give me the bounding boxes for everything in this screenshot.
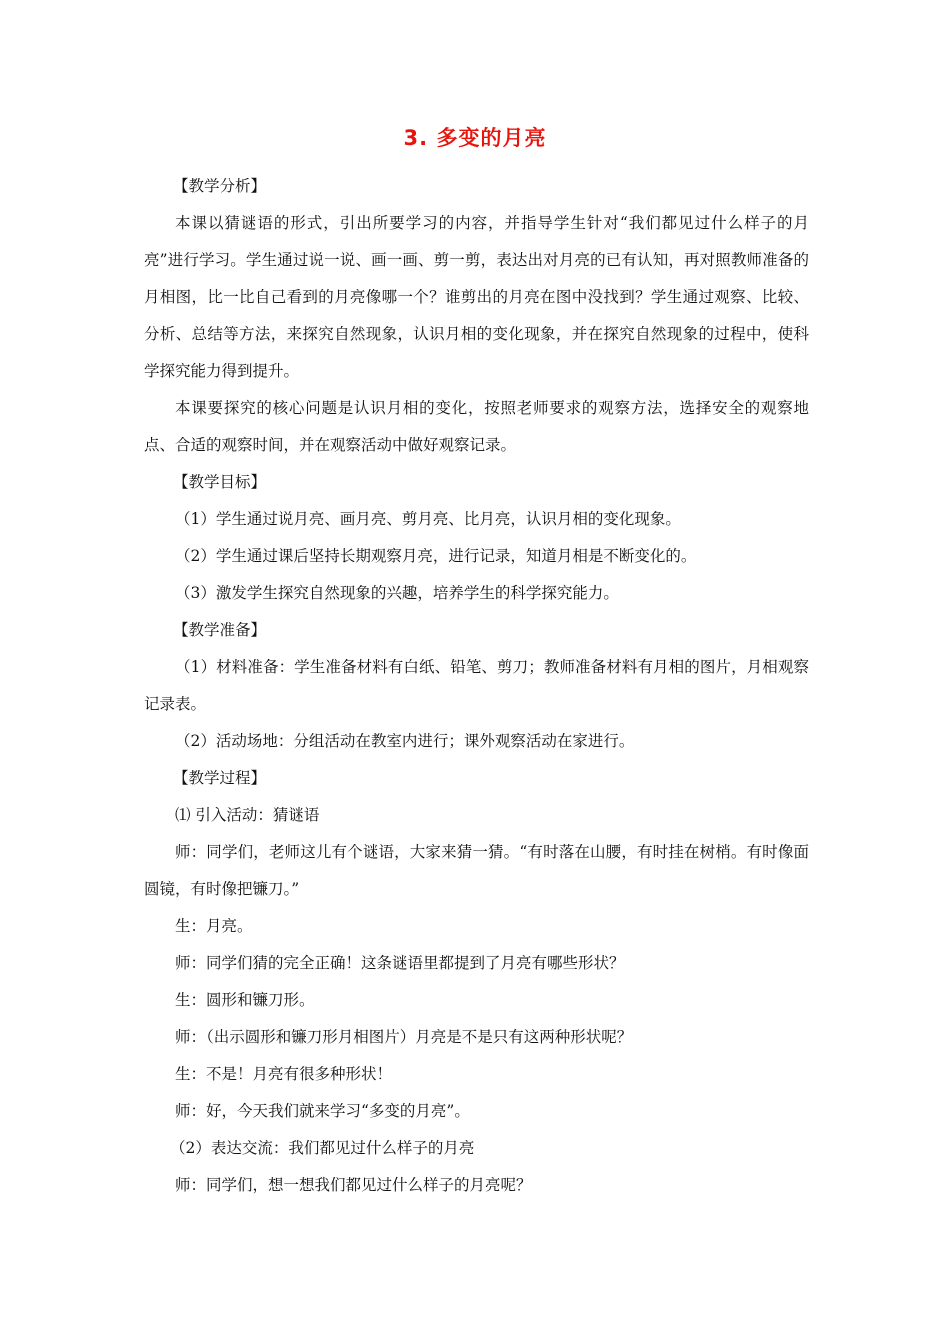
dialogue-line: 师：（出示圆形和镰刀形月相图片）月亮是不是只有这两种形状呢？ [175,1028,633,1046]
document-body [144,168,809,1204]
prep-heading: 【教学准备】 [173,621,267,639]
process-step-2: （2）表达交流：我们都见过什么样子的月亮 [170,1139,475,1157]
dialogue-line: 师：同学们，老师这儿有个谜语，大家来猜一猜。“有时落在山腰，有时挂在树梢。有时像面圆镜，有时像把镰刀。” [144,843,809,898]
dialogue-line: 师：同学们猜的完全正确！这条谜语里都提到了月亮有哪些形状？ [175,954,625,972]
prep-item-2: （2）活动场地：分组活动在教室内进行；课外观察活动在家进行。 [175,732,635,750]
analysis-paragraph-1: 本课以猜谜语的形式，引出所要学习的内容，并指导学生针对“我们都见过什么样子的月亮”进行学习。学生通过说一说、画一画、剪一剪，表达出对月亮的已有认知，再对照教师准备的月相图，比一比自己看到的月亮像哪一个？谁剪出的月亮在图中没找到？学生通过观察、比较、分析、总结等方法，来探究自然现象，认识月相的变化现象，并在探究自然现象的过程中，使科学探究能力得到提升。 [144,214,809,380]
process-heading: 【教学过程】 [173,769,267,787]
process-step-1: ⑴ 引入活动：猜谜语 [175,806,320,824]
dialogue-line: 生：不是！月亮有很多种形状！ [175,1065,393,1083]
analysis-paragraph-2: 本课要探究的核心问题是认识月相的变化，按照老师要求的观察方法，选择安全的观察地点、合适的观察时间，并在观察活动中做好观察记录。 [144,399,809,454]
dialogue-line: 生：圆形和镰刀形。 [175,991,315,1009]
goal-item-1: （1）学生通过说月亮、画月亮、剪月亮、比月亮，认识月相的变化现象。 [175,510,681,528]
dialogue-line: 师：同学们，想一想我们都见过什么样子的月亮呢？ [175,1176,532,1194]
goal-item-3: （3）激发学生探究自然现象的兴趣，培养学生的科学探究能力。 [175,584,619,602]
dialogue-line: 师：好，今天我们就来学习“多变的月亮”。 [175,1102,470,1120]
goals-heading: 【教学目标】 [173,473,267,491]
goal-item-2: （2）学生通过课后坚持长期观察月亮，进行记录，知道月相是不断变化的。 [175,547,697,565]
prep-item-1: （1）材料准备：学生准备材料有白纸、铅笔、剪刀；教师准备材料有月相的图片，月相观察记录表。 [144,658,809,713]
page-title: 3. 多变的月亮 [403,126,547,150]
analysis-heading: 【教学分析】 [173,177,267,195]
dialogue-line: 生：月亮。 [175,917,253,935]
